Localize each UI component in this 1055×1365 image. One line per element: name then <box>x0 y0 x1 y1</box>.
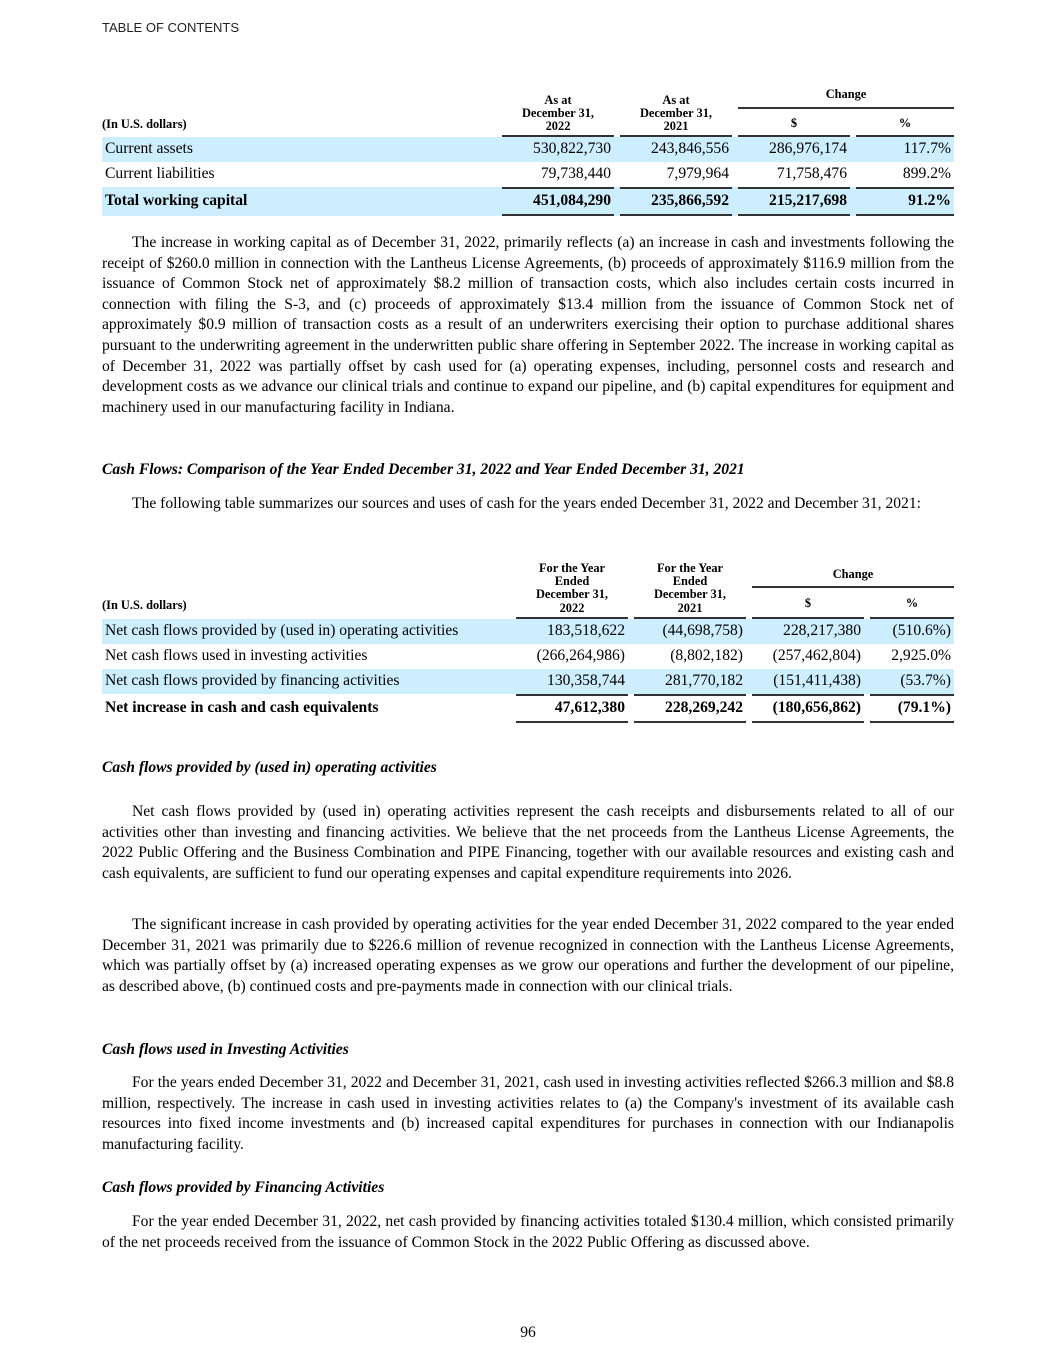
page-number: 96 <box>520 1324 536 1341</box>
paragraph-operating-1: Net cash flows provided by (used in) operating activities represent the cash receipts and disbursements related to all of our activities other than investing and financing activities. We believe that the net proceeds from the Lantheus License Agreements, the 2022 Public Offering and the Business Combination and PIPE Financing, together with our available resources and existing cash and cash equivalents, are sufficient to fund our operating expenses and capital expenditure requirements into 2026. <box>102 803 954 882</box>
change-dollar-header: $ <box>738 109 850 138</box>
paragraph-financing: For the year ended December 31, 2022, net cash provided by financing activities totaled $130.4 million, which consisted primarily of the net proceeds received from the issuance of Common Stock in the 2022 Public Offering as discussed above. <box>102 1213 954 1251</box>
paragraph-operating-2: The significant increase in cash provided by operating activities for the year ended December 31, 2022 compared to the year ended December 31, 2021 was primarily due to $226.6 million of revenue recognized in connection with the Lantheus License Agreements, which was partially offset by (a) increased operating expenses as we grow our operations and further the development of our pipeline, as described above, (b) continued costs and pre-payments made in connection with our clinical trials. <box>102 916 954 995</box>
table-row: Net cash flows provided by financing activities 130,358,744 281,770,182 (151,411,438) (53.7%) <box>102 669 954 694</box>
heading-financing-activities: Cash flows provided by Financing Activities <box>102 1179 385 1196</box>
unit-label: (In U.S. dollars) <box>102 598 187 613</box>
change-header: Change <box>738 84 954 109</box>
table-row: Current assets 530,822,730 243,846,556 286,976,174 117.7% <box>102 137 954 162</box>
heading-cash-flows: Cash Flows: Comparison of the Year Ended December 31, 2022 and Year Ended December 31, 2021 <box>102 461 745 478</box>
heading-operating-activities: Cash flows provided by (used in) operating activities <box>102 759 437 776</box>
column-header-2022: As at December 31, 2022 <box>502 84 614 137</box>
change-percent-header: % <box>856 109 954 138</box>
paragraph-working-capital: The increase in working capital as of December 31, 2022, primarily reflects (a) an increase in cash and investments following the receipt of $260.0 million in connection with the Lantheus License Agreements, (b) proceeds of approximately $116.9 million from the issuance of Common Stock net of approximately $8.2 million of transaction costs, which also includes certain costs incurred in connection with filing the S-3, and (c) proceeds of approximately $13.4 million from the issuance of Common Stock net of approximately $0.9 million of transaction costs as a result of an underwriters exercising their option to purchase additional shares pursuant to the underwriting agreement in the underwritten public share offering in September 2022. The increase in working capital as of December 31, 2022 was partially offset by cash used for (a) operating expenses, including, personnel costs and research and development costs as we advance our clinical trials and continue to expand our pipeline, and (b) capital expenditures for equipment and machinery used in our manufacturing facility in Indiana. <box>102 234 954 416</box>
working-capital-table <box>102 84 954 216</box>
table-row: Current liabilities 79,738,440 7,979,964 71,758,476 899.2% <box>105 165 951 183</box>
column-header-2021: As at December 31, 2021 <box>620 84 732 137</box>
table-row: Net cash flows provided by (used in) operating activities 183,518,622 (44,698,758) 228,217,380 (510.6%) <box>102 619 954 644</box>
change-dollar-header: $ <box>752 588 864 619</box>
table-row: Net cash flows used in investing activities (266,264,986) (8,802,182) (257,462,804) 2,925.0% <box>105 647 951 665</box>
heading-investing-activities: Cash flows used in Investing Activities <box>102 1041 349 1058</box>
unit-label: (In U.S. dollars) <box>102 116 187 131</box>
paragraph-investing: For the years ended December 31, 2022 and December 31, 2021, cash used in investing activities reflected $266.3 million and $8.8 million, respectively. The increase in cash used in investing activities relates to (a) the Company's investment of its available cash resources into fixed income investments and (b) increased capital expenditures for purchases in connection with our Indianapolis manufacturing facility. <box>102 1074 954 1153</box>
change-percent-header: % <box>870 588 954 619</box>
cash-flow-table <box>102 562 954 723</box>
paragraph-cash-flows-intro: The following table summarizes our sources and uses of cash for the years ended December 31, 2022 and December 31, 2021: <box>132 495 921 512</box>
column-header-2021: For the Year Ended December 31, 2021 <box>634 562 746 619</box>
table-of-contents-link[interactable]: TABLE OF CONTENTS <box>102 20 239 35</box>
change-header: Change <box>752 562 954 588</box>
column-header-2022: For the Year Ended December 31, 2022 <box>516 562 628 619</box>
table-row-total: Total working capital 451,084,290 235,866,592 215,217,698 91.2% <box>102 187 954 216</box>
table-row-total: Net increase in cash and cash equivalents 47,612,380 228,269,242 (180,656,862) (79.1%) <box>102 694 954 723</box>
